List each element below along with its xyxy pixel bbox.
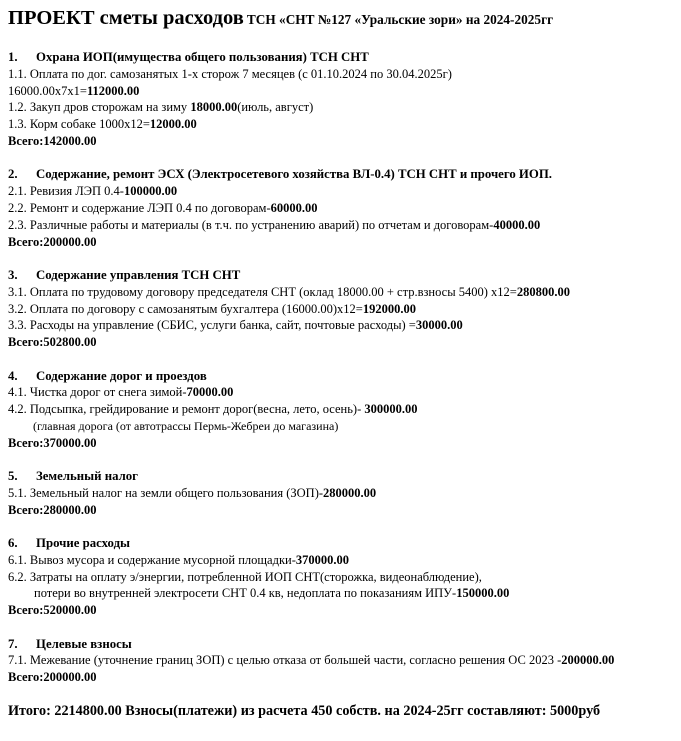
line-item — [8, 217, 676, 234]
section-heading — [8, 49, 676, 66]
section-heading — [8, 368, 676, 385]
section-4 — [8, 368, 676, 452]
section-heading — [8, 267, 676, 284]
title-main: ПРОЕКТ сметы расходов — [8, 7, 244, 29]
line-text: 1.3. Корм собаке 1000х12= — [8, 117, 150, 132]
section-number: 2. — [8, 167, 18, 182]
section-number: 1. — [8, 50, 18, 64]
line-item — [8, 66, 676, 83]
section-total: Всего:280000.00 — [8, 502, 97, 517]
title-sub: ТСН «СНТ №127 «Уральские зори» на 2024-2025гг — [246, 12, 554, 27]
line-amount: 100000.00 — [123, 184, 178, 199]
line-amount: 112000.00 — [86, 83, 140, 98]
line-text: 3.2. Оплата по договору с самозанятым бухгалтера (16000.00)х12= — [8, 301, 363, 316]
section-total: Всего:520000.00 — [8, 603, 97, 618]
line-item — [8, 116, 676, 133]
line-item — [8, 200, 676, 217]
line-amount: 30000.00 — [415, 318, 463, 333]
section-3 — [8, 267, 676, 351]
line-text: 3.3. Расходы на управление (СБИС, услуги банка, сайт, почтовые расходы) = — [8, 318, 416, 333]
section-total: Всего:200000.00 — [8, 234, 97, 249]
line-amount: 192000.00 — [362, 301, 416, 316]
final-total: Итого: 2214800.00 Взносы(платежи) из расчета 450 собств. на 2024-25гг составляют: 5000руб — [8, 702, 601, 719]
document-title — [8, 6, 676, 32]
section-heading — [8, 636, 676, 653]
line-item — [8, 284, 676, 301]
line-amount: 280800.00 — [516, 284, 570, 299]
line-item — [8, 585, 676, 602]
line-text: 3.1. Оплата по трудовому договору председателя СНТ (оклад 18000.00 + стр.взносы 5400) х12= — [8, 284, 517, 299]
section-6 — [8, 535, 676, 619]
line-text: (июль, август) — [237, 100, 314, 115]
line-item — [8, 569, 676, 586]
section-heading-text: Охрана ИОП(имущества общего пользования) ТСН СНТ — [36, 50, 369, 64]
line-item — [8, 652, 676, 669]
line-item — [8, 384, 676, 401]
section-heading — [8, 535, 676, 552]
section-heading-text: Содержание дорог и проездов — [36, 368, 207, 383]
line-item — [8, 418, 676, 435]
line-amount: 60000.00 — [270, 200, 318, 215]
line-amount: 200000.00 — [561, 653, 615, 668]
line-text: 4.2. Подсыпка, грейдирование и ремонт дорог(весна, лето, осень)- — [8, 402, 365, 417]
section-total: Всего:142000.00 — [8, 133, 97, 148]
line-item — [8, 552, 676, 569]
section-heading-text: Прочие расходы — [36, 536, 131, 551]
section-heading-text: Содержание управления ТСН СНТ — [36, 267, 241, 282]
line-text: 6.2. Затраты на оплату э/энергии, потребленной ИОП СНТ(сторожка, видеонаблюдение), — [8, 569, 482, 584]
line-item — [8, 99, 676, 116]
section-heading — [8, 166, 676, 183]
line-amount: 12000.00 — [149, 117, 197, 132]
line-item — [8, 485, 676, 502]
line-text: 5.1. Земельный налог на земли общего пользования (ЗОП)- — [8, 485, 324, 500]
section-1 — [8, 49, 676, 150]
section-number: 6. — [8, 536, 18, 551]
line-text: 2.2. Ремонт и содержание ЛЭП 0.4 по договорам- — [8, 200, 271, 215]
line-text: (главная дорога (от автотрассы Пермь-Жебреи до магазина) — [33, 418, 339, 433]
line-item — [8, 317, 676, 334]
line-amount: 150000.00 — [456, 586, 510, 601]
line-amount: 280000.00 — [323, 485, 377, 500]
line-amount: 370000.00 — [295, 552, 349, 567]
section-heading-text: Земельный налог — [36, 469, 138, 484]
section-number: 7. — [8, 636, 18, 651]
section-5 — [8, 468, 676, 518]
line-item — [8, 401, 676, 418]
sections-container — [8, 49, 676, 686]
section-7 — [8, 636, 676, 686]
line-amount: 40000.00 — [493, 217, 541, 232]
line-amount: 300000.00 — [364, 402, 418, 417]
line-text: 4.1. Чистка дорог от снега зимой- — [8, 385, 187, 400]
line-text: 7.1. Межевание (уточнение границ ЗОП) с целью отказа от большей части, согласно решения ОС 2023 - — [8, 653, 562, 668]
line-item — [8, 301, 676, 318]
line-text: потери во внутренней электросети СНТ 0.4 кв, недоплата по показаниям ИПУ- — [34, 586, 457, 601]
line-text: 1.1. Оплата по дог. самозанятых 1-х сторож 7 месяцев (с 01.10.2024 по 30.04.2025г) — [8, 66, 452, 81]
line-text: 16000.00х7х1= — [8, 83, 87, 98]
section-total: Всего:370000.00 — [8, 435, 97, 450]
section-total: Всего:502800.00 — [8, 335, 97, 350]
line-item — [8, 183, 676, 200]
section-number: 5. — [8, 469, 18, 484]
document-page — [8, 6, 676, 719]
section-number: 3. — [8, 267, 18, 282]
line-text: 2.3. Различные работы и материалы (в т.ч. по устранению аварий) по отчетам и договорам- — [8, 217, 494, 232]
line-text: 2.1. Ревизия ЛЭП 0.4- — [8, 184, 124, 199]
line-amount: 18000.00 — [190, 100, 238, 115]
line-text: 1.2. Закуп дров сторожам на зиму — [8, 100, 191, 115]
line-item — [8, 83, 676, 100]
section-2 — [8, 166, 676, 250]
section-heading-text: Содержание, ремонт ЭСХ (Электросетевого хозяйства ВЛ-0.4) ТСН СНТ и прочего ИОП. — [36, 167, 552, 182]
section-total: Всего:200000.00 — [8, 670, 97, 685]
section-heading-text: Целевые взносы — [36, 636, 132, 651]
line-amount: 70000.00 — [186, 385, 234, 400]
line-text: 6.1. Вывоз мусора и содержание мусорной площадки- — [8, 552, 296, 567]
section-number: 4. — [8, 368, 18, 383]
section-heading — [8, 468, 676, 485]
